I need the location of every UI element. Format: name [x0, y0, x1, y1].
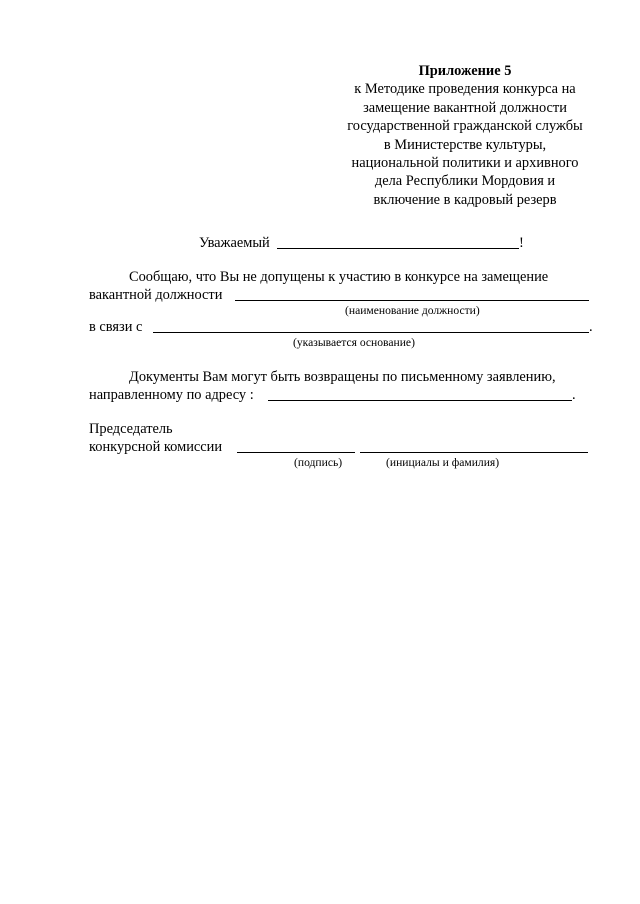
name-blank-line [360, 452, 588, 453]
addressee-blank-line [277, 248, 519, 249]
reason-prefix: в связи с [89, 319, 143, 335]
address-end-period: . [572, 387, 576, 403]
position-blank-line [235, 300, 589, 301]
signature-role-line1: Председатель [89, 421, 173, 437]
reason-caption: (указывается основание) [293, 336, 415, 349]
annex-line: замещение вакантной должности [363, 99, 567, 116]
annex-block [320, 62, 610, 209]
paragraph2-line1: Документы Вам могут быть возвращены по письменному заявлению, [129, 369, 556, 385]
annex-line: к Методике проведения конкурса на [354, 81, 576, 98]
position-caption: (наименование должности) [345, 304, 480, 317]
annex-line: в Министерстве культуры, [383, 136, 547, 153]
reason-blank-line [153, 332, 589, 333]
annex-line: дела Республики Мордовия и [374, 173, 556, 190]
paragraph2-line2: направленному по адресу : [89, 387, 254, 403]
annex-line: национальной политики и архивного [351, 155, 579, 172]
greeting-prefix: Уважаемый [199, 235, 270, 251]
signature-role-line2: конкурсной комиссии [89, 439, 223, 455]
greeting-suffix: ! [519, 235, 524, 251]
annex-line: государственной гражданской службы [347, 118, 583, 135]
signature-caption: (подпись) [294, 456, 343, 469]
reason-end-period: . [589, 319, 593, 335]
address-blank-line [268, 400, 572, 401]
signature-blank-line [237, 452, 355, 453]
annex-title: Приложение 5 [418, 63, 512, 79]
name-caption: (инициалы и фамилия) [386, 456, 500, 469]
paragraph1-line1: Сообщаю, что Вы не допущены к участию в конкурсе на замещение [129, 269, 549, 285]
paragraph1-line2: вакантной должности [89, 287, 223, 303]
annex-line: включение в кадровый резерв [373, 191, 557, 208]
